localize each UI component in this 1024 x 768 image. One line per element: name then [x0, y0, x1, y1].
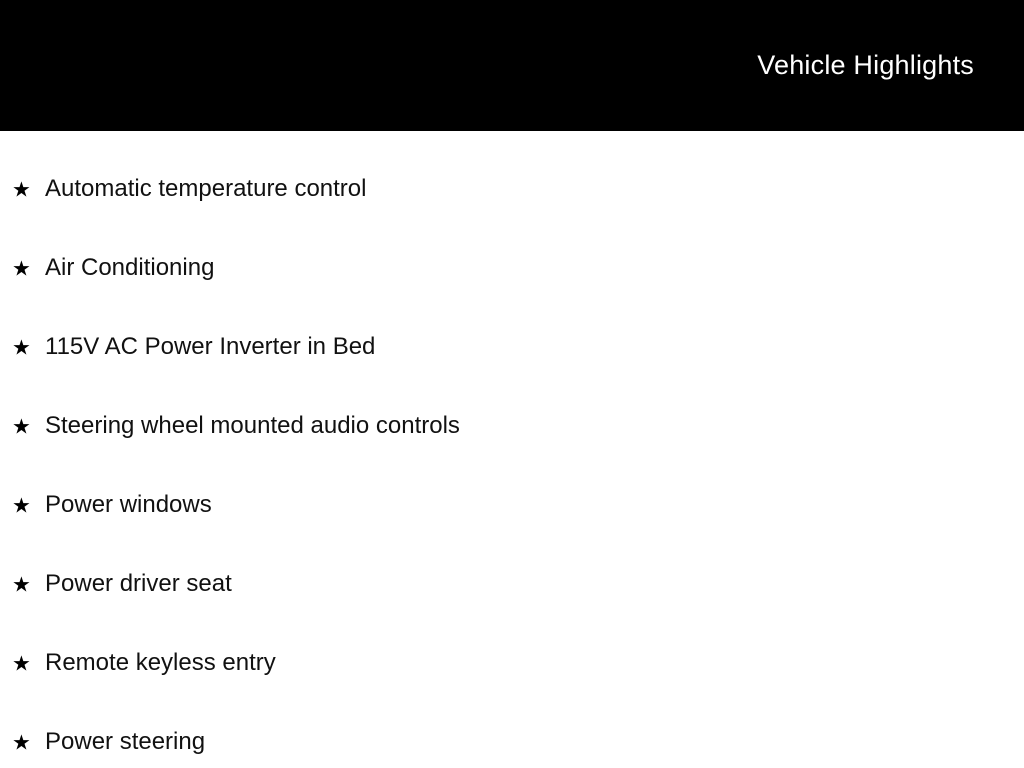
- star-icon: ★: [12, 731, 31, 754]
- list-item: [0, 703, 1024, 768]
- star-icon: ★: [12, 336, 31, 359]
- list-item: [0, 308, 1024, 387]
- list-item: [0, 229, 1024, 308]
- page-title: Vehicle Highlights: [757, 50, 974, 80]
- list-item: [0, 150, 1024, 229]
- list-item-label: Automatic temperature control: [45, 175, 367, 203]
- star-icon: ★: [12, 257, 31, 280]
- list-item-label: Power steering: [45, 728, 206, 756]
- header-bar: [0, 0, 1024, 131]
- star-icon: ★: [12, 415, 31, 438]
- list-item-label: 115V AC Power Inverter in Bed: [45, 333, 376, 361]
- vehicle-highlights-list: [0, 150, 1024, 768]
- list-item: [0, 624, 1024, 703]
- list-item-label: Air Conditioning: [45, 254, 215, 282]
- star-icon: ★: [12, 494, 31, 517]
- list-item: [0, 387, 1024, 466]
- star-icon: ★: [12, 652, 31, 675]
- list-item: [0, 545, 1024, 624]
- list-item-label: Remote keyless entry: [45, 649, 276, 677]
- list-item-label: Steering wheel mounted audio controls: [45, 412, 460, 440]
- list-item-label: Power driver seat: [45, 570, 232, 598]
- list-item-label: Power windows: [45, 491, 212, 519]
- star-icon: ★: [12, 178, 31, 201]
- list-item: [0, 466, 1024, 545]
- star-icon: ★: [12, 573, 31, 596]
